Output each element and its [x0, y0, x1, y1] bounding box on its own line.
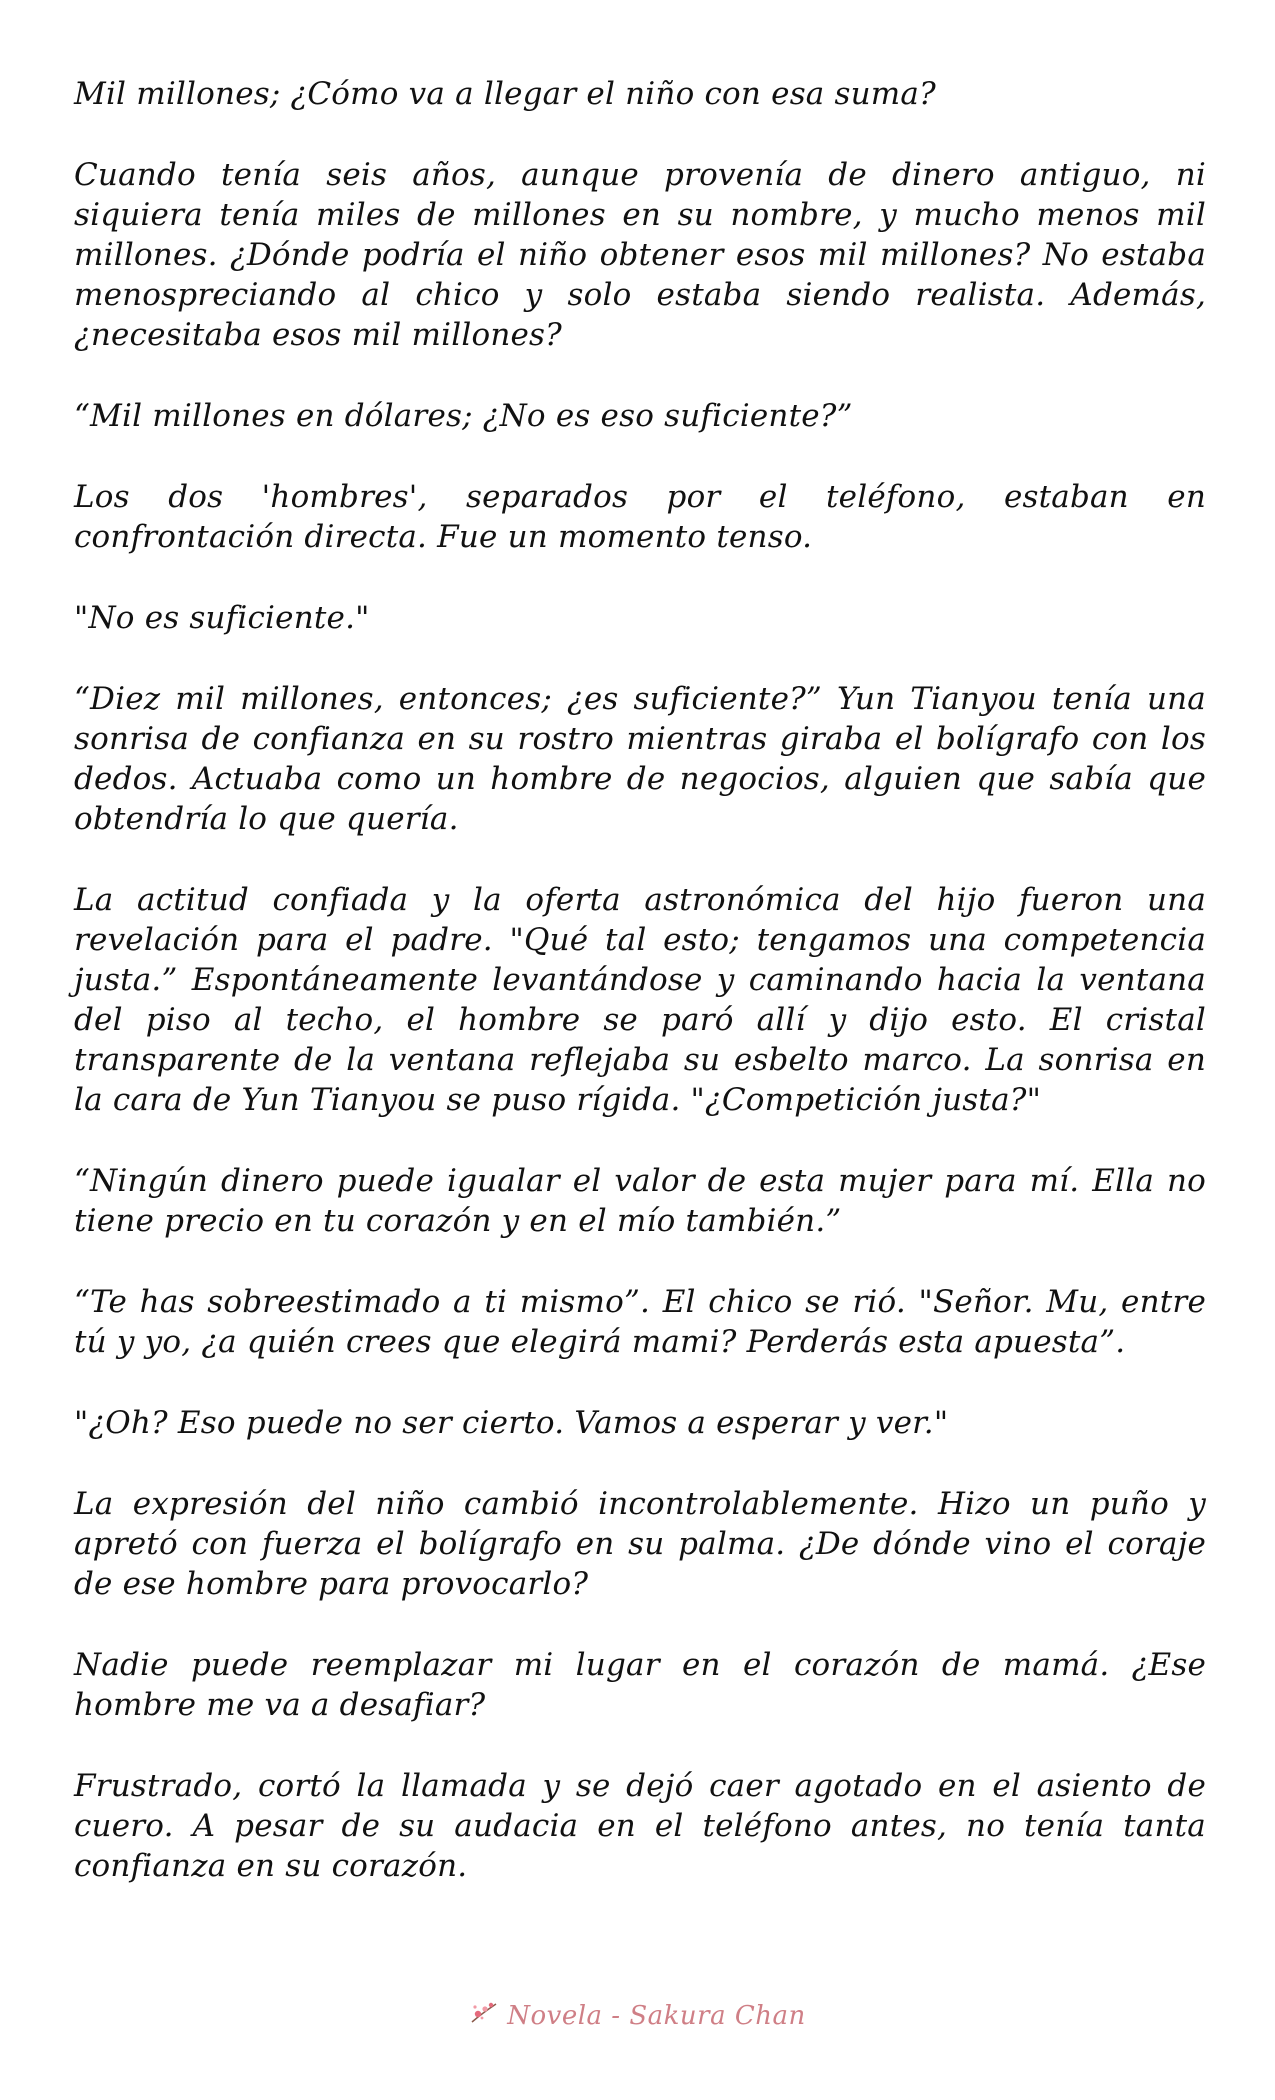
paragraph-8: “Ningún dinero puede igualar el valor de esta mujer para mí. Ella no tiene precio en tu corazón y en el mío también.”: [74, 1163, 1206, 1239]
paragraph-6: “Diez mil millones, entonces; ¿es suficiente?” Yun Tianyou tenía una sonrisa de confianza en su rostro mientras giraba el bolígrafo con los dedos. Actuaba como un hombre de negocios, alguien que sabía que obtendría lo que quería.: [74, 681, 1206, 837]
paragraph-5: "No es suficiente.": [74, 600, 370, 636]
paragraph-1: Mil millones; ¿Cómo va a llegar el niño con esa suma?: [74, 76, 936, 112]
sakura-blossom-icon: [469, 1998, 499, 2033]
paragraph-4: Los dos 'hombres', separados por el teléfono, estaban en confrontación directa. Fue un momento tenso.: [74, 479, 1206, 555]
paragraph-7: La actitud confiada y la oferta astronómica del hijo fueron una revelación para el padre. "Qué tal esto; tengamos una competencia justa.” Espontáneamente levantándose y caminando hacia la ventana del piso al techo, el hombre se paró allí y dijo esto. El cristal transparente de la ventana reflejaba su esbelto marco. La sonrisa en la cara de Yun Tianyou se puso rígida. "¿Competición justa?": [74, 882, 1206, 1118]
watermark-text: Novela - Sakura Chan: [507, 2000, 806, 2031]
paragraph-2: Cuando tenía seis años, aunque provenía de dinero antiguo, ni siquiera tenía miles de millones en su nombre, y mucho menos mil millones. ¿Dónde podría el niño obtener esos mil millones? No estaba menospreciando al chico y solo estaba siendo realista. Además, ¿necesitaba esos mil millones?: [74, 157, 1206, 353]
footer: [0, 1998, 1275, 2038]
watermark-logo: [469, 1998, 806, 2033]
paragraph-11: La expresión del niño cambió incontrolablemente. Hizo un puño y apretó con fuerza el bolígrafo en su palma. ¿De dónde vino el coraje de ese hombre para provocarlo?: [74, 1486, 1206, 1602]
paragraph-12: Nadie puede reemplazar mi lugar en el corazón de mamá. ¿Ese hombre me va a desafiar?: [74, 1647, 1206, 1723]
paragraph-13: Frustrado, cortó la llamada y se dejó caer agotado en el asiento de cuero. A pesar de su audacia en el teléfono antes, no tenía tanta confianza en su corazón.: [74, 1768, 1206, 1884]
paragraph-10: "¿Oh? Eso puede no ser cierto. Vamos a esperar y ver.": [74, 1405, 949, 1441]
paragraph-9: “Te has sobreestimado a ti mismo”. El chico se rió. "Señor. Mu, entre tú y yo, ¿a quién crees que elegirá mami? Perderás esta apuesta”.: [74, 1284, 1206, 1360]
document-body: [74, 74, 1206, 1927]
paragraph-3: “Mil millones en dólares; ¿No es eso suficiente?”: [74, 398, 853, 434]
